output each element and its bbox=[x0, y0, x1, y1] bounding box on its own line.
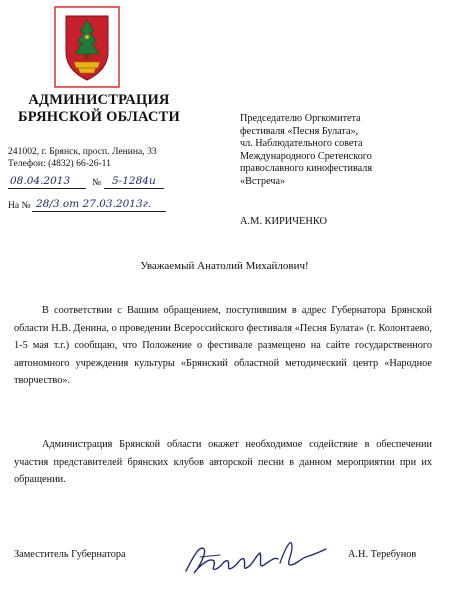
handwritten-signature-icon bbox=[180, 535, 330, 581]
org-address: 241002, г. Брянск, просп. Ленина, 33 bbox=[8, 146, 157, 157]
signatory-title: Заместитель Губернатора bbox=[14, 549, 126, 560]
recipient-line: православного кинофестиваля bbox=[240, 163, 373, 175]
org-line-2: БРЯНСКОЙ ОБЛАСТИ bbox=[18, 109, 180, 125]
recipient-line: фестиваля «Песня Булата», bbox=[240, 125, 359, 137]
signatory-name: А.Н. Теребунов bbox=[348, 549, 417, 560]
organization-name bbox=[14, 92, 184, 126]
org-phone: Телефон: (4832) 66-26-11 bbox=[8, 157, 111, 169]
body-paragraph-2: Администрация Брянской области окажет необходимое содействие в обеспечении участия представителей брянских клубов авторской песни в данном мероприятии при их обращении. bbox=[14, 439, 432, 486]
reference-value: 28/3 от 27.03.2013г. bbox=[36, 198, 152, 210]
recipient-line: Международного Сретенского bbox=[240, 150, 372, 162]
recipient-block bbox=[240, 113, 440, 189]
reference-label: На № bbox=[8, 201, 31, 211]
body-paragraph-1: В соответствии с Вашим обращением, поступившим в адрес Губернатора Брянской области Н.В. Денина, о проведении Всероссийского фестиваля «Песня Булата» (г. Колонтаево, 1-5 мая т.г.) сообщаю, что Положение о фестивале размещено на сайте государственного автономного учреждения культуры «Брянский областной методический центр «Народное творчество». bbox=[14, 305, 432, 387]
recipient-line: чл. Наблюдательного совета bbox=[240, 138, 363, 150]
registration-number: 5-1284и bbox=[112, 175, 156, 187]
org-line-1: АДМИНИСТРАЦИЯ bbox=[28, 92, 170, 108]
registration-date: 08.04.2013 bbox=[10, 175, 71, 187]
recipient-line: Председателю Оргкомитета bbox=[240, 113, 361, 124]
coat-of-arms-icon bbox=[54, 6, 120, 88]
number-label: № bbox=[92, 178, 102, 188]
recipient-name: А.М. КИРИЧЕНКО bbox=[240, 216, 328, 227]
recipient-line: «Встреча» bbox=[240, 175, 286, 187]
org-contacts bbox=[8, 146, 157, 169]
salutation: Уважаемый Анатолий Михайлович! bbox=[140, 260, 309, 272]
